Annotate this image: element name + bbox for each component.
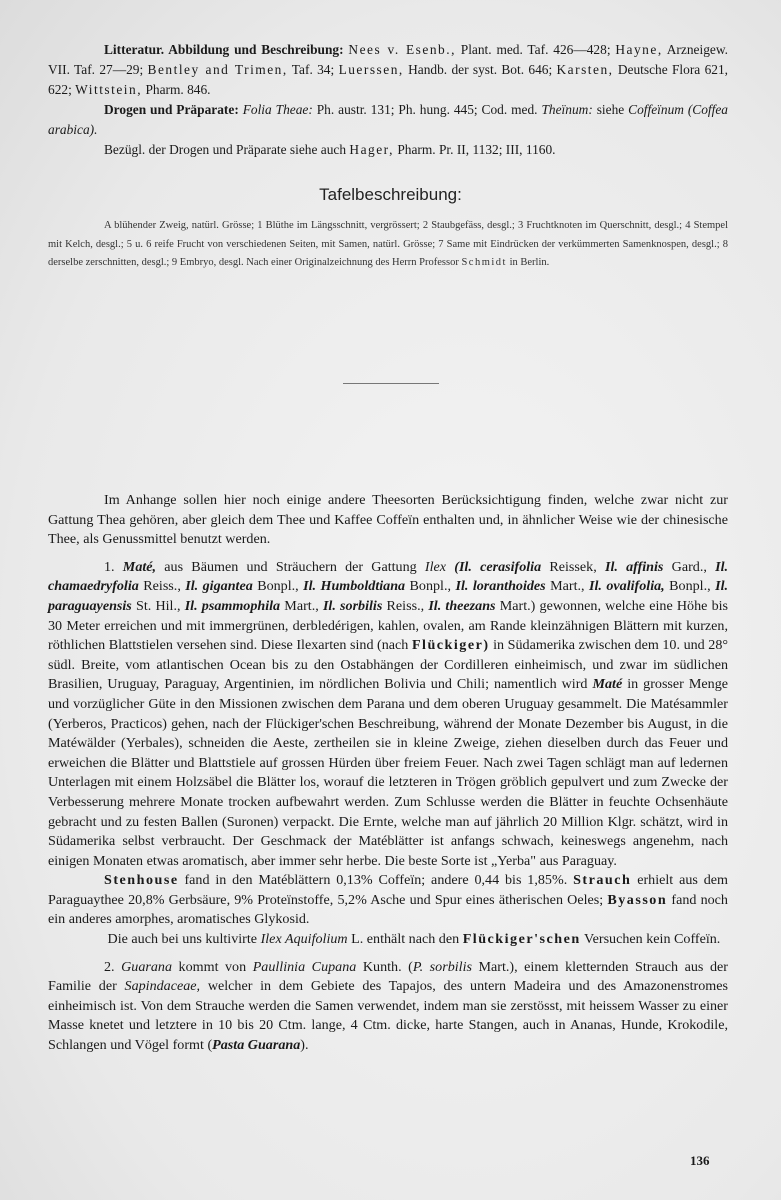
ref-text: Pharm. 846. — [145, 82, 211, 97]
plate-description — [48, 217, 728, 273]
body-text: Bonpl., — [257, 578, 299, 595]
author-stenhouse: Stenhouse — [104, 872, 179, 889]
item-number: 1. — [104, 558, 115, 575]
body-text: fand in den Matéblättern 0,13% Coffeïn; andere 0,44 bis 1,85%. — [184, 872, 568, 889]
family-name: Sapindaceae, — [124, 978, 201, 995]
mate-paragraph — [48, 558, 728, 872]
drugs-related-paragraph — [48, 140, 728, 160]
body-text: Bonpl., — [669, 578, 711, 595]
pasta-guarana: Pasta Guarana — [212, 1037, 301, 1054]
ref-text: Arzneigew. VII. Taf. 27—29; — [48, 42, 728, 77]
intro-paragraph: Im Anhange sollen hier noch einige andere Theesorten Berücksichtigung finden, welche zwar nicht zur Gattung Thea gehören, aber gleich dem Thee und Kaffee Coffeïn enthalten und, in ähnlicher Weise wie der chinesische Thee, als Genussmittel benutzt werden. — [48, 492, 728, 548]
author-wittstein: Wittstein, — [75, 82, 143, 97]
main-text — [48, 491, 728, 1064]
body-text: ). — [300, 1037, 309, 1054]
body-text: L. enthält nach den — [351, 931, 460, 948]
body-text: St. Hil., — [135, 597, 181, 614]
author-fluckiger: Flückiger) — [411, 637, 490, 654]
author-karsten: Karsten, — [556, 62, 614, 77]
ref-text: Ph. austr. 131; Ph. hung. 445; Cod. med. — [316, 102, 538, 117]
guarana-paragraph — [48, 958, 728, 1056]
ref-text: Deutsche Flora 621, 622; — [48, 62, 729, 97]
body-text: Kunth. ( — [362, 958, 413, 975]
body-text: kommt von — [178, 958, 247, 975]
author-fluckiger: Flückiger'schen — [462, 931, 581, 948]
author-strauch: Strauch — [573, 872, 632, 889]
species-name: Ilex Aquifolium — [260, 931, 348, 948]
body-text: Reiss., — [386, 597, 425, 614]
mate-heading: Maté, — [122, 558, 157, 575]
body-text: Mart.) gewonnen, welche eine Höhe bis 30 Meter erreichen und mit immergrünen, derbledérigen, kahlen, ovalen, am Rande kleinzähnigen Blättern mit kurzen, röthlichen Blattstielen versehen sind. Diese Ilexarten sind (nach — [48, 597, 729, 654]
page-number: 136 — [690, 1153, 710, 1168]
plate-description-text — [48, 217, 728, 273]
body-text: Mart., — [550, 578, 585, 595]
species-name: Il. theezans — [428, 597, 496, 614]
species-name: Il. sorbilis — [322, 597, 383, 614]
body-text: erhielt aus dem Paraguaythee 20,8% Gerbsäure, 9% Proteïnstoffe, 5,2% Asche und Spur eines ätherischen Oeles; — [48, 872, 728, 908]
body-text: Reiss., — [143, 578, 181, 595]
folia-theae: Folia Theae: — [242, 102, 313, 117]
body-text: in grosser Menge und vorzüglicher Güte in den Missionen zwischen dem Parana und dem oberen Uruguay gesammelt. Die Matésammler (Yerberos, Practicos) gehen, nach der Flückiger'schen Beschreibung, während der Monate Dezember bis August, in die Matéwälder (Yerbales), schneiden die Aeste, zertheilen sie in kleine Zweige, ziehen dieselben durch das Feuer und erweichen die Blätter und Blattstiele auf grossen Hürden über freiem Feuer. Nach zwei Tagen schlägt man auf ledernen Unterlagen mit einem Holzsäbel die Blätter los, worauf die letzteren in Trögen gröblich gepulvert und zum Zwecke der Verbesserung mehrere Monate trocken aufbewahrt werden. Zum Schlusse werden die Blätter in feuchte Ochsenhäute gebracht und zu festen Ballen (Suronen) verpackt. Die Ernte, welche man auf jährlich 20 Million Klgr. schätzt, wird in Südamerika selbst verbraucht. Der Geschmack der Matéblätter ist anfangs schwach, keineswegs angenehm, nach einigen Monaten etwas aromatisch, aber immer sehr herbe. Die beste Sorte ist „Yerba" aus Paraguay. — [48, 676, 728, 869]
ref-text: Taf. 34; — [291, 62, 335, 77]
author-schmidt: Schmidt — [461, 257, 507, 268]
plate-text: A blühender Zweig, natürl. Grösse; 1 Blüthe im Längsschnitt, vergrössert; 2 Staubgefäss, desgl.; 3 Fruchtknoten im Querschnitt, desgl.; 4 Stempel mit Kelch, desgl.; 5 u. 6 reife Frucht von verschiedenen Seiten, mit Samen, natürl. Grösse; 7 Same mit Eindrücken der verkümmerten Samenknospen, desgl.; 8 derselbe zerschnitten, desgl.; 9 Embryo, desgl. Nach einer Originalzeichnung des Herrn Professor — [48, 220, 728, 268]
species-name: Il. Humboldtiana — [303, 578, 406, 595]
ref-text: siehe — [596, 102, 625, 117]
species-name: Il. ovalifolia, — [589, 578, 665, 595]
species-name: Il. paraguayensis — [48, 578, 729, 614]
coffeinum-ref: Coffeïnum (Coffea arabica). — [48, 102, 729, 137]
body-text: Reissek, — [549, 558, 597, 575]
species-name: Paullinia Cupana — [252, 958, 357, 975]
author-hager: Hager, — [349, 142, 394, 157]
body-text: welcher in dem Gebiete des Tapajos, des untern Madeira und des Amazonenstromes einheimisch ist. Von dem Strauche werden die Samen verwendet, indem man sie zerstösst, mit heissem Wasser zu einer Masse knetet und letztere in 10 bis 20 Ctm. lange, 4 Ctm. dicke, harte Stangen, auch in Ananas, Hunde, Krokodile, Schlangen und Vögel formt ( — [48, 978, 728, 1054]
body-text: in Südamerika zwischen dem 10. und 28° südl. Breite, vom atlantischen Ocean bis zu den Ostabhängen der Cordilleren einheimisch, und zwar im südlichen Brasilien, Uruguay, Paraguay, Argentinien, im nördlichen Bolivia und Chili; namentlich wird — [48, 637, 729, 693]
species-name: P. sorbilis — [412, 958, 472, 975]
species-name: (Il. cerasifolia — [454, 558, 542, 575]
divider-line — [343, 383, 439, 384]
ref-text: Handb. der syst. Bot. 646; — [408, 62, 553, 77]
body-text: fand noch ein anderes amorphes, aromatisches Glykosid. — [48, 891, 728, 928]
ref-text: Plant. med. Taf. 426—428; — [460, 42, 611, 57]
item-number: 2. — [104, 958, 115, 975]
species-name: Il. gigantea — [185, 578, 253, 595]
body-text: Gard., — [671, 558, 707, 575]
ref-text: Pharm. Pr. II, 1132; III, 1160. — [397, 142, 556, 157]
body-text: Die auch bei uns kultivirte — [107, 931, 258, 948]
species-name: Il. affinis — [604, 558, 664, 575]
guarana-heading: Guarana — [121, 958, 173, 975]
theinum-label: Theïnum: — [541, 102, 593, 117]
species-name: Il. loranthoides — [455, 578, 546, 595]
drugs-label: Drogen und Präparate: — [104, 102, 239, 117]
plate-text: in Berlin. — [509, 257, 550, 268]
author-hayne: Hayne, — [615, 42, 663, 57]
body-text: Bonpl., — [409, 578, 452, 595]
literature-label: Litteratur. Abbildung und Beschreibung: — [104, 42, 344, 57]
ref-text: Bezügl. der Drogen und Präparate siehe auch — [104, 142, 347, 157]
genus-name: Ilex — [424, 558, 447, 575]
mate-term: Maté — [592, 676, 623, 693]
author-nees: Nees v. Esenb., — [348, 42, 456, 57]
author-luerssen: Luerssen, — [338, 62, 404, 77]
body-text: Versuchen kein Coffeïn. — [584, 931, 721, 948]
author-bentley: Bentley and Trimen, — [147, 62, 288, 77]
stenhouse-paragraph — [48, 871, 728, 949]
body-text: Mart., — [284, 597, 319, 614]
body-text: aus Bäumen und Sträuchern der Gattung — [164, 558, 417, 575]
drugs-paragraph — [48, 100, 728, 140]
plate-description-title: Tafelbeschreibung: — [319, 185, 462, 204]
literature-paragraph — [48, 40, 728, 100]
author-byasson: Byasson — [607, 891, 668, 908]
literature-section — [48, 40, 728, 160]
species-name: Il. psammophila — [184, 597, 281, 614]
body-text: Mart.), einem kletternden Strauch aus der Familie der — [48, 958, 728, 995]
species-name: Il. chamaedryfolia — [48, 558, 729, 595]
